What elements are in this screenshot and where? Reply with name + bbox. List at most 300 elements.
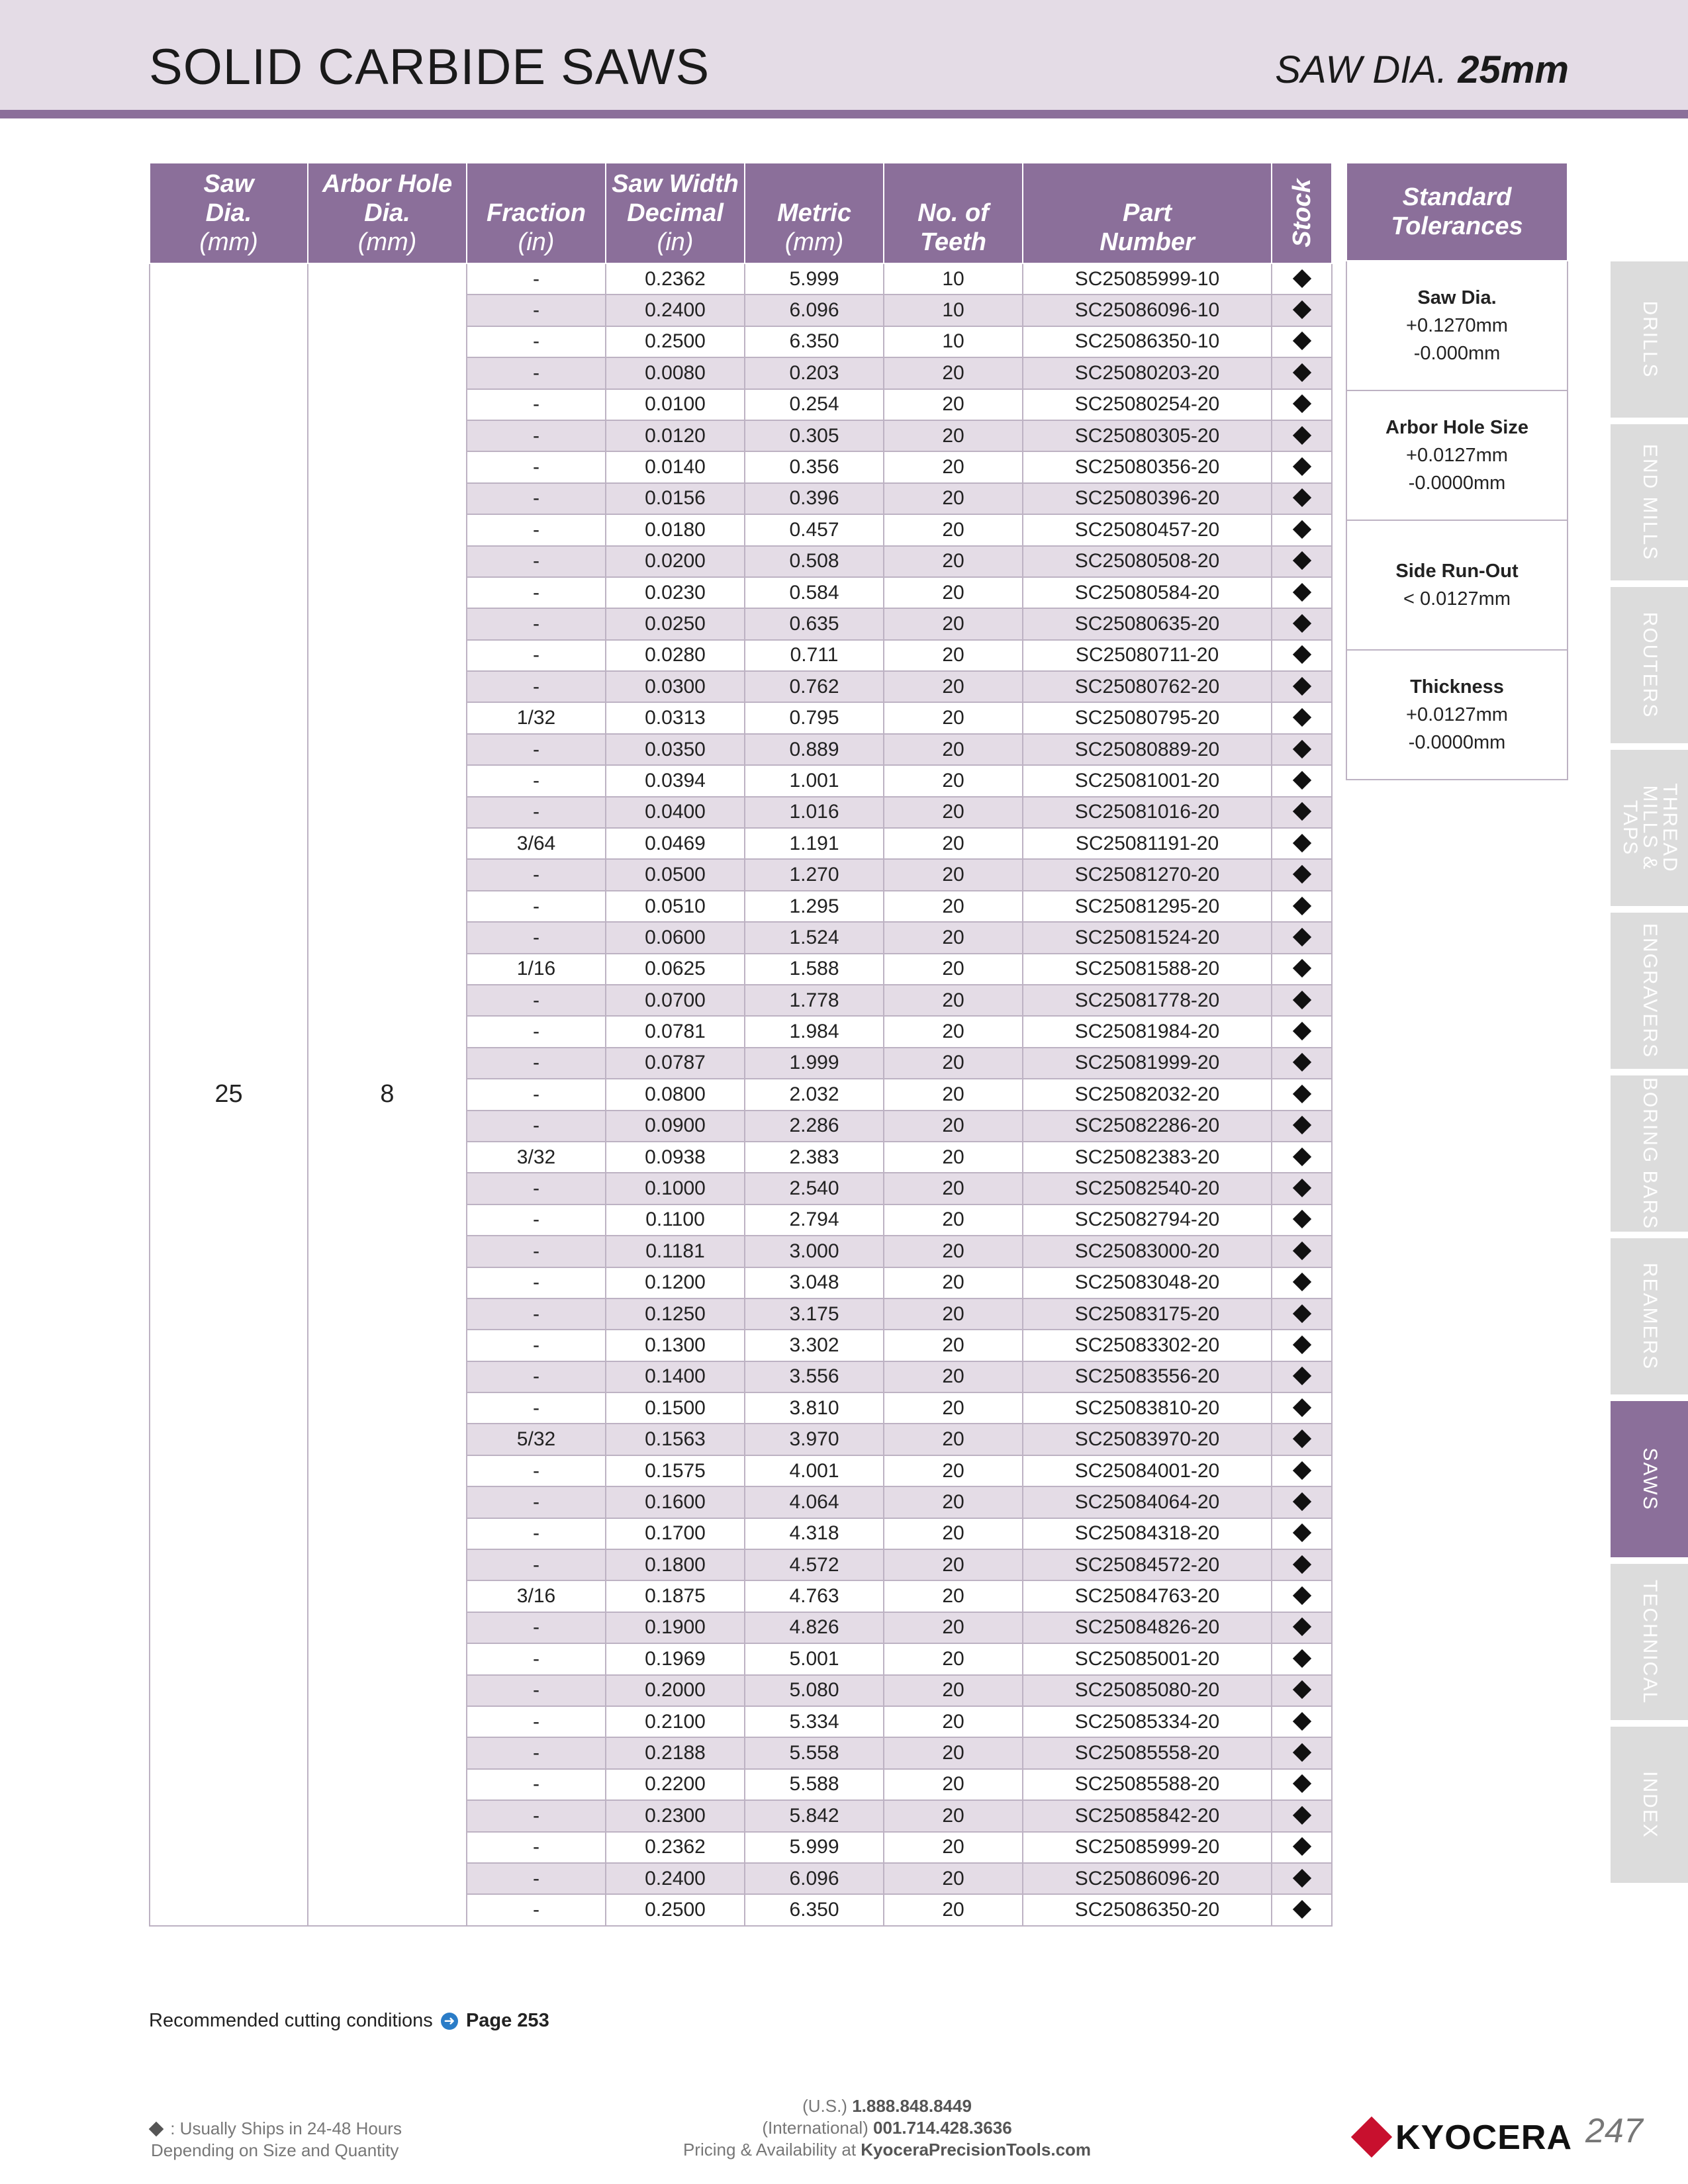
- tolerance-value: +0.0127mm: [1406, 704, 1508, 725]
- decimal-cell: 0.1875: [606, 1580, 745, 1612]
- metric-cell: 2.540: [745, 1173, 884, 1204]
- diamond-icon: [1292, 1116, 1311, 1134]
- teeth-cell: 20: [884, 389, 1023, 420]
- tolerance-label: Thickness: [1410, 676, 1504, 698]
- decimal-cell: 0.0250: [606, 608, 745, 639]
- metric-cell: 5.588: [745, 1769, 884, 1800]
- metric-cell: 1.999: [745, 1048, 884, 1079]
- stock-cell: [1272, 326, 1332, 357]
- metric-cell: 0.396: [745, 483, 884, 514]
- tab-label: TECHNICAL: [1638, 1579, 1661, 1705]
- metric-cell: 0.254: [745, 389, 884, 420]
- decimal-cell: 0.0700: [606, 985, 745, 1016]
- metric-cell: 3.175: [745, 1298, 884, 1330]
- diamond-icon: [1292, 1398, 1311, 1417]
- decimal-cell: 0.1200: [606, 1267, 745, 1298]
- decimal-cell: 0.0469: [606, 828, 745, 859]
- fraction-cell: -: [467, 859, 606, 890]
- part-cell: SC25082032-20: [1023, 1079, 1272, 1110]
- diamond-icon: [1292, 708, 1311, 727]
- tab-index[interactable]: [1611, 1727, 1688, 1883]
- stock-cell: [1272, 1769, 1332, 1800]
- decimal-cell: 0.1900: [606, 1612, 745, 1643]
- page-number: 247: [1585, 2112, 1643, 2150]
- teeth-cell: 20: [884, 954, 1023, 985]
- metric-cell: 0.508: [745, 546, 884, 577]
- part-cell: SC25085001-20: [1023, 1643, 1272, 1674]
- part-cell: SC25086350-10: [1023, 326, 1272, 357]
- tab-label: END MILLS: [1638, 443, 1661, 561]
- stock-cell: [1272, 640, 1332, 671]
- teeth-cell: 20: [884, 859, 1023, 890]
- diamond-icon: [1292, 1304, 1311, 1322]
- stock-cell: [1272, 1549, 1332, 1580]
- header-stock: Stock: [1272, 163, 1332, 263]
- teeth-cell: 20: [884, 1894, 1023, 1925]
- part-cell: SC25081999-20: [1023, 1048, 1272, 1079]
- metric-cell: 5.080: [745, 1675, 884, 1706]
- diamond-icon: [1292, 1743, 1311, 1762]
- part-cell: SC25084763-20: [1023, 1580, 1272, 1612]
- stock-cell: [1272, 1706, 1332, 1737]
- diamond-icon: [1292, 1555, 1311, 1574]
- stock-cell: [1272, 1298, 1332, 1330]
- teeth-cell: 20: [884, 1486, 1023, 1518]
- decimal-cell: 0.2100: [606, 1706, 745, 1737]
- teeth-cell: 20: [884, 1612, 1023, 1643]
- metric-cell: 1.778: [745, 985, 884, 1016]
- part-cell: SC25085588-20: [1023, 1769, 1272, 1800]
- legend-line-1: : Usually Ships in 24-48 Hours: [170, 2118, 402, 2138]
- diamond-icon: [1292, 1617, 1311, 1636]
- part-cell: SC25081270-20: [1023, 859, 1272, 890]
- part-cell: SC25082286-20: [1023, 1111, 1272, 1142]
- part-cell: SC25084826-20: [1023, 1612, 1272, 1643]
- diamond-icon: [1292, 520, 1311, 539]
- stock-cell: [1272, 514, 1332, 545]
- tab-label: ENGRAVERS: [1638, 923, 1661, 1059]
- metric-cell: 4.763: [745, 1580, 884, 1612]
- teeth-cell: 10: [884, 295, 1023, 326]
- teeth-cell: 20: [884, 1549, 1023, 1580]
- decimal-cell: 0.1600: [606, 1486, 745, 1518]
- teeth-cell: 20: [884, 1079, 1023, 1110]
- fraction-cell: 5/32: [467, 1424, 606, 1455]
- part-cell: SC25080396-20: [1023, 483, 1272, 514]
- decimal-cell: 0.0400: [606, 797, 745, 828]
- stock-cell: [1272, 734, 1332, 765]
- saw-spec-table: [149, 162, 1333, 1927]
- tab-label: REAMERS: [1638, 1262, 1661, 1371]
- teeth-cell: 20: [884, 765, 1023, 796]
- tab-drills[interactable]: [1611, 261, 1688, 418]
- diamond-icon: [1292, 426, 1311, 444]
- metric-cell: 6.350: [745, 1894, 884, 1925]
- diamond-icon: [1292, 551, 1311, 570]
- fraction-cell: -: [467, 1486, 606, 1518]
- stock-cell: [1272, 985, 1332, 1016]
- teeth-cell: 20: [884, 797, 1023, 828]
- teeth-cell: 20: [884, 1236, 1023, 1267]
- stock-cell: [1272, 295, 1332, 326]
- decimal-cell: 0.1400: [606, 1361, 745, 1392]
- fraction-cell: -: [467, 1863, 606, 1894]
- diamond-icon: [1292, 802, 1311, 821]
- metric-cell: 5.842: [745, 1800, 884, 1831]
- diamond-icon: [1292, 645, 1311, 664]
- fraction-cell: -: [467, 1549, 606, 1580]
- tab-routers[interactable]: [1611, 587, 1688, 743]
- teeth-cell: 20: [884, 828, 1023, 859]
- stock-cell: [1272, 263, 1332, 295]
- metric-cell: 4.826: [745, 1612, 884, 1643]
- stock-cell: [1272, 1643, 1332, 1674]
- tab-reamers[interactable]: [1611, 1238, 1688, 1394]
- fraction-cell: -: [467, 577, 606, 608]
- saw-dia-cell: 25: [150, 263, 308, 1926]
- part-cell: SC25080762-20: [1023, 671, 1272, 702]
- teeth-cell: 10: [884, 263, 1023, 295]
- diamond-icon: [1292, 1273, 1311, 1291]
- stock-cell: [1272, 389, 1332, 420]
- decimal-cell: 0.1575: [606, 1455, 745, 1486]
- teeth-cell: 20: [884, 1675, 1023, 1706]
- part-cell: SC25080457-20: [1023, 514, 1272, 545]
- stock-cell: [1272, 546, 1332, 577]
- fraction-cell: -: [467, 734, 606, 765]
- tolerance-item: [1346, 261, 1568, 391]
- metric-cell: 5.558: [745, 1737, 884, 1768]
- decimal-cell: 0.0394: [606, 765, 745, 796]
- teeth-cell: 20: [884, 891, 1023, 922]
- fraction-cell: -: [467, 1267, 606, 1298]
- decimal-cell: 0.2400: [606, 295, 745, 326]
- part-cell: SC25083970-20: [1023, 1424, 1272, 1455]
- tolerance-value: -0.0000mm: [1408, 473, 1506, 494]
- fraction-cell: 1/32: [467, 702, 606, 733]
- part-cell: SC25083175-20: [1023, 1298, 1272, 1330]
- decimal-cell: 0.0500: [606, 859, 745, 890]
- diamond-icon: [1292, 834, 1311, 852]
- teeth-cell: 20: [884, 1267, 1023, 1298]
- us-phone: 1.888.848.8449: [852, 2096, 972, 2116]
- teeth-cell: 20: [884, 1769, 1023, 1800]
- decimal-cell: 0.2500: [606, 1894, 745, 1925]
- diamond-icon: [1292, 1430, 1311, 1448]
- stock-cell: [1272, 1737, 1332, 1768]
- stock-cell: [1272, 765, 1332, 796]
- stock-cell: [1272, 702, 1332, 733]
- decimal-cell: 0.0100: [606, 389, 745, 420]
- teeth-cell: 20: [884, 922, 1023, 953]
- stock-cell: [1272, 1236, 1332, 1267]
- stock-cell: [1272, 1424, 1332, 1455]
- metric-cell: 1.588: [745, 954, 884, 985]
- fraction-cell: -: [467, 263, 606, 295]
- stock-cell: [1272, 1863, 1332, 1894]
- teeth-cell: 20: [884, 1392, 1023, 1424]
- part-cell: SC25083556-20: [1023, 1361, 1272, 1392]
- stock-cell: [1272, 1455, 1332, 1486]
- stock-cell: [1272, 1392, 1332, 1424]
- diamond-icon: [1292, 614, 1311, 633]
- diamond-icon: [1292, 1022, 1311, 1040]
- teeth-cell: 20: [884, 1863, 1023, 1894]
- page-title: SOLID CARBIDE SAWS: [149, 39, 710, 95]
- stock-cell: [1272, 922, 1332, 953]
- part-cell: SC25084064-20: [1023, 1486, 1272, 1518]
- fraction-cell: -: [467, 891, 606, 922]
- tolerance-value: +0.1270mm: [1406, 315, 1508, 336]
- part-cell: SC25080508-20: [1023, 546, 1272, 577]
- kyocera-logo-icon: [1351, 2116, 1392, 2158]
- fraction-cell: -: [467, 1455, 606, 1486]
- tab-saws[interactable]: [1611, 1401, 1688, 1557]
- diamond-icon: [1292, 1868, 1311, 1887]
- fraction-cell: -: [467, 640, 606, 671]
- metric-cell: 3.556: [745, 1361, 884, 1392]
- stock-cell: [1272, 608, 1332, 639]
- diamond-icon: [1292, 1649, 1311, 1668]
- metric-cell: 2.286: [745, 1111, 884, 1142]
- diamond-icon: [1292, 1367, 1311, 1385]
- part-cell: SC25083810-20: [1023, 1392, 1272, 1424]
- diamond-icon: [1292, 457, 1311, 476]
- decimal-cell: 0.2200: [606, 1769, 745, 1800]
- teeth-cell: 20: [884, 1580, 1023, 1612]
- fraction-cell: -: [467, 1016, 606, 1047]
- decimal-cell: 0.0800: [606, 1079, 745, 1110]
- decimal-cell: 0.0080: [606, 357, 745, 388]
- diamond-icon: [1292, 332, 1311, 350]
- decimal-cell: 0.0900: [606, 1111, 745, 1142]
- part-cell: SC25085334-20: [1023, 1706, 1272, 1737]
- metric-cell: 0.889: [745, 734, 884, 765]
- part-cell: SC25080305-20: [1023, 420, 1272, 451]
- table-body: [150, 263, 1332, 1926]
- fraction-cell: -: [467, 1079, 606, 1110]
- teeth-cell: 20: [884, 1518, 1023, 1549]
- stock-cell: [1272, 1580, 1332, 1612]
- metric-cell: 0.635: [745, 608, 884, 639]
- decimal-cell: 0.1969: [606, 1643, 745, 1674]
- stock-cell: [1272, 451, 1332, 482]
- stock-cell: [1272, 1330, 1332, 1361]
- fraction-cell: -: [467, 1675, 606, 1706]
- kyocera-logo: KYOCERA: [1357, 2118, 1572, 2158]
- diamond-icon: [1292, 1179, 1311, 1197]
- teeth-cell: 20: [884, 1048, 1023, 1079]
- diamond-icon: [1292, 1461, 1311, 1479]
- stock-cell: [1272, 1832, 1332, 1863]
- decimal-cell: 0.2400: [606, 1863, 745, 1894]
- fraction-cell: -: [467, 546, 606, 577]
- stock-cell: [1272, 420, 1332, 451]
- part-cell: SC25080889-20: [1023, 734, 1272, 765]
- metric-cell: 0.795: [745, 702, 884, 733]
- stock-cell: [1272, 859, 1332, 890]
- part-cell: SC25085558-20: [1023, 1737, 1272, 1768]
- fraction-cell: -: [467, 451, 606, 482]
- stock-cell: [1272, 1079, 1332, 1110]
- tolerance-value: +0.0127mm: [1406, 445, 1508, 466]
- teeth-cell: 20: [884, 1800, 1023, 1831]
- stock-cell: [1272, 1205, 1332, 1236]
- legend-line-2: Depending on Size and Quantity: [151, 2140, 399, 2160]
- tolerance-item: [1346, 391, 1568, 521]
- teeth-cell: 20: [884, 608, 1023, 639]
- teeth-cell: 20: [884, 420, 1023, 451]
- decimal-cell: 0.1100: [606, 1205, 745, 1236]
- decimal-cell: 0.1000: [606, 1173, 745, 1204]
- metric-cell: 1.191: [745, 828, 884, 859]
- stock-cell: [1272, 1016, 1332, 1047]
- teeth-cell: 20: [884, 451, 1023, 482]
- diamond-icon: [1292, 928, 1311, 946]
- diamond-icon: [1292, 1586, 1311, 1605]
- part-cell: SC25082383-20: [1023, 1142, 1272, 1173]
- part-cell: SC25080635-20: [1023, 608, 1272, 639]
- decimal-cell: 0.0200: [606, 546, 745, 577]
- tolerance-item: [1346, 521, 1568, 651]
- decimal-cell: 0.2000: [606, 1675, 745, 1706]
- teeth-cell: 20: [884, 702, 1023, 733]
- fraction-cell: -: [467, 1800, 606, 1831]
- tab-label: THREAD MILLS & TAPS: [1618, 783, 1681, 873]
- fraction-cell: 3/32: [467, 1142, 606, 1173]
- metric-cell: 5.334: [745, 1706, 884, 1737]
- tab-technical[interactable]: [1611, 1564, 1688, 1720]
- metric-cell: 6.096: [745, 295, 884, 326]
- decimal-cell: 0.0787: [606, 1048, 745, 1079]
- stock-cell: [1272, 828, 1332, 859]
- decimal-cell: 0.2300: [606, 1800, 745, 1831]
- metric-cell: 4.572: [745, 1549, 884, 1580]
- part-cell: SC25084001-20: [1023, 1455, 1272, 1486]
- part-cell: SC25081295-20: [1023, 891, 1272, 922]
- tolerance-label: Saw Dia.: [1417, 287, 1497, 308]
- diamond-icon: [1292, 1492, 1311, 1511]
- teeth-cell: 20: [884, 1455, 1023, 1486]
- diamond-icon: [1292, 394, 1311, 413]
- table-header-row: [150, 163, 1332, 263]
- header-decimal: Saw Width Decimal (in): [606, 163, 745, 263]
- fraction-cell: -: [467, 1111, 606, 1142]
- decimal-cell: 0.0313: [606, 702, 745, 733]
- diamond-icon: [1292, 677, 1311, 696]
- metric-cell: 0.356: [745, 451, 884, 482]
- decimal-cell: 0.0350: [606, 734, 745, 765]
- metric-cell: 6.350: [745, 326, 884, 357]
- fraction-cell: -: [467, 295, 606, 326]
- decimal-cell: 0.2362: [606, 1832, 745, 1863]
- decimal-cell: 0.2188: [606, 1737, 745, 1768]
- stock-cell: [1272, 1486, 1332, 1518]
- metric-cell: 1.295: [745, 891, 884, 922]
- metric-cell: 3.000: [745, 1236, 884, 1267]
- diamond-icon: [1292, 739, 1311, 758]
- teeth-cell: 20: [884, 734, 1023, 765]
- fraction-cell: -: [467, 1298, 606, 1330]
- stock-cell: [1272, 891, 1332, 922]
- fraction-cell: -: [467, 357, 606, 388]
- teeth-cell: 10: [884, 326, 1023, 357]
- fraction-cell: -: [467, 1832, 606, 1863]
- diamond-icon: [1292, 991, 1311, 1009]
- fraction-cell: -: [467, 420, 606, 451]
- tolerance-label: Side Run-Out: [1395, 561, 1519, 582]
- decimal-cell: 0.2362: [606, 263, 745, 295]
- header-fraction: Fraction (in): [467, 163, 606, 263]
- header-saw-width: Saw Width: [612, 170, 739, 198]
- part-cell: SC25081778-20: [1023, 985, 1272, 1016]
- part-cell: SC25080203-20: [1023, 357, 1272, 388]
- diamond-icon: [1292, 1806, 1311, 1825]
- decimal-cell: 0.1563: [606, 1424, 745, 1455]
- part-cell: SC25085080-20: [1023, 1675, 1272, 1706]
- diamond-icon: [1292, 959, 1311, 978]
- tab-engravers[interactable]: [1611, 913, 1688, 1069]
- fraction-cell: -: [467, 483, 606, 514]
- standard-tolerances: [1346, 162, 1568, 780]
- tab-end-mills[interactable]: [1611, 424, 1688, 580]
- fraction-cell: -: [467, 1205, 606, 1236]
- fraction-cell: 3/16: [467, 1580, 606, 1612]
- part-cell: SC25080356-20: [1023, 451, 1272, 482]
- diamond-icon: [1292, 1774, 1311, 1793]
- decimal-cell: 0.1300: [606, 1330, 745, 1361]
- recommended-text: Recommended cutting conditions: [149, 2010, 433, 2031]
- stock-cell: [1272, 797, 1332, 828]
- teeth-cell: 20: [884, 640, 1023, 671]
- part-cell: SC25086096-10: [1023, 295, 1272, 326]
- decimal-cell: 0.1250: [606, 1298, 745, 1330]
- diamond-icon: [149, 2122, 164, 2137]
- fraction-cell: -: [467, 389, 606, 420]
- teeth-cell: 20: [884, 514, 1023, 545]
- tolerance-value: -0.000mm: [1413, 343, 1501, 364]
- tab-thread-mills-taps[interactable]: [1611, 750, 1688, 906]
- teeth-cell: 20: [884, 546, 1023, 577]
- tab-label: SAWS: [1638, 1447, 1661, 1511]
- website-link[interactable]: KyoceraPrecisionTools.com: [861, 2140, 1092, 2160]
- table-row: [150, 263, 1332, 295]
- tolerance-value: -0.0000mm: [1408, 732, 1506, 753]
- teeth-cell: 20: [884, 357, 1023, 388]
- decimal-cell: 0.1500: [606, 1392, 745, 1424]
- part-cell: SC25080795-20: [1023, 702, 1272, 733]
- tab-boring-bars[interactable]: [1611, 1075, 1688, 1232]
- part-cell: SC25080254-20: [1023, 389, 1272, 420]
- metric-cell: 3.302: [745, 1330, 884, 1361]
- part-cell: SC25085842-20: [1023, 1800, 1272, 1831]
- teeth-cell: 20: [884, 577, 1023, 608]
- diamond-icon: [1292, 1147, 1311, 1165]
- fraction-cell: 1/16: [467, 954, 606, 985]
- recommended-page-link[interactable]: Page 253: [465, 2010, 549, 2031]
- part-cell: SC25086350-20: [1023, 1894, 1272, 1925]
- fraction-cell: -: [467, 797, 606, 828]
- fraction-cell: -: [467, 1769, 606, 1800]
- stock-cell: [1272, 1612, 1332, 1643]
- metric-cell: 2.794: [745, 1205, 884, 1236]
- header-rule: [0, 110, 1688, 118]
- part-cell: SC25081588-20: [1023, 954, 1272, 985]
- teeth-cell: 20: [884, 1361, 1023, 1392]
- decimal-cell: 0.1800: [606, 1549, 745, 1580]
- tab-label: BORING BARS: [1638, 1077, 1661, 1230]
- metric-cell: 0.457: [745, 514, 884, 545]
